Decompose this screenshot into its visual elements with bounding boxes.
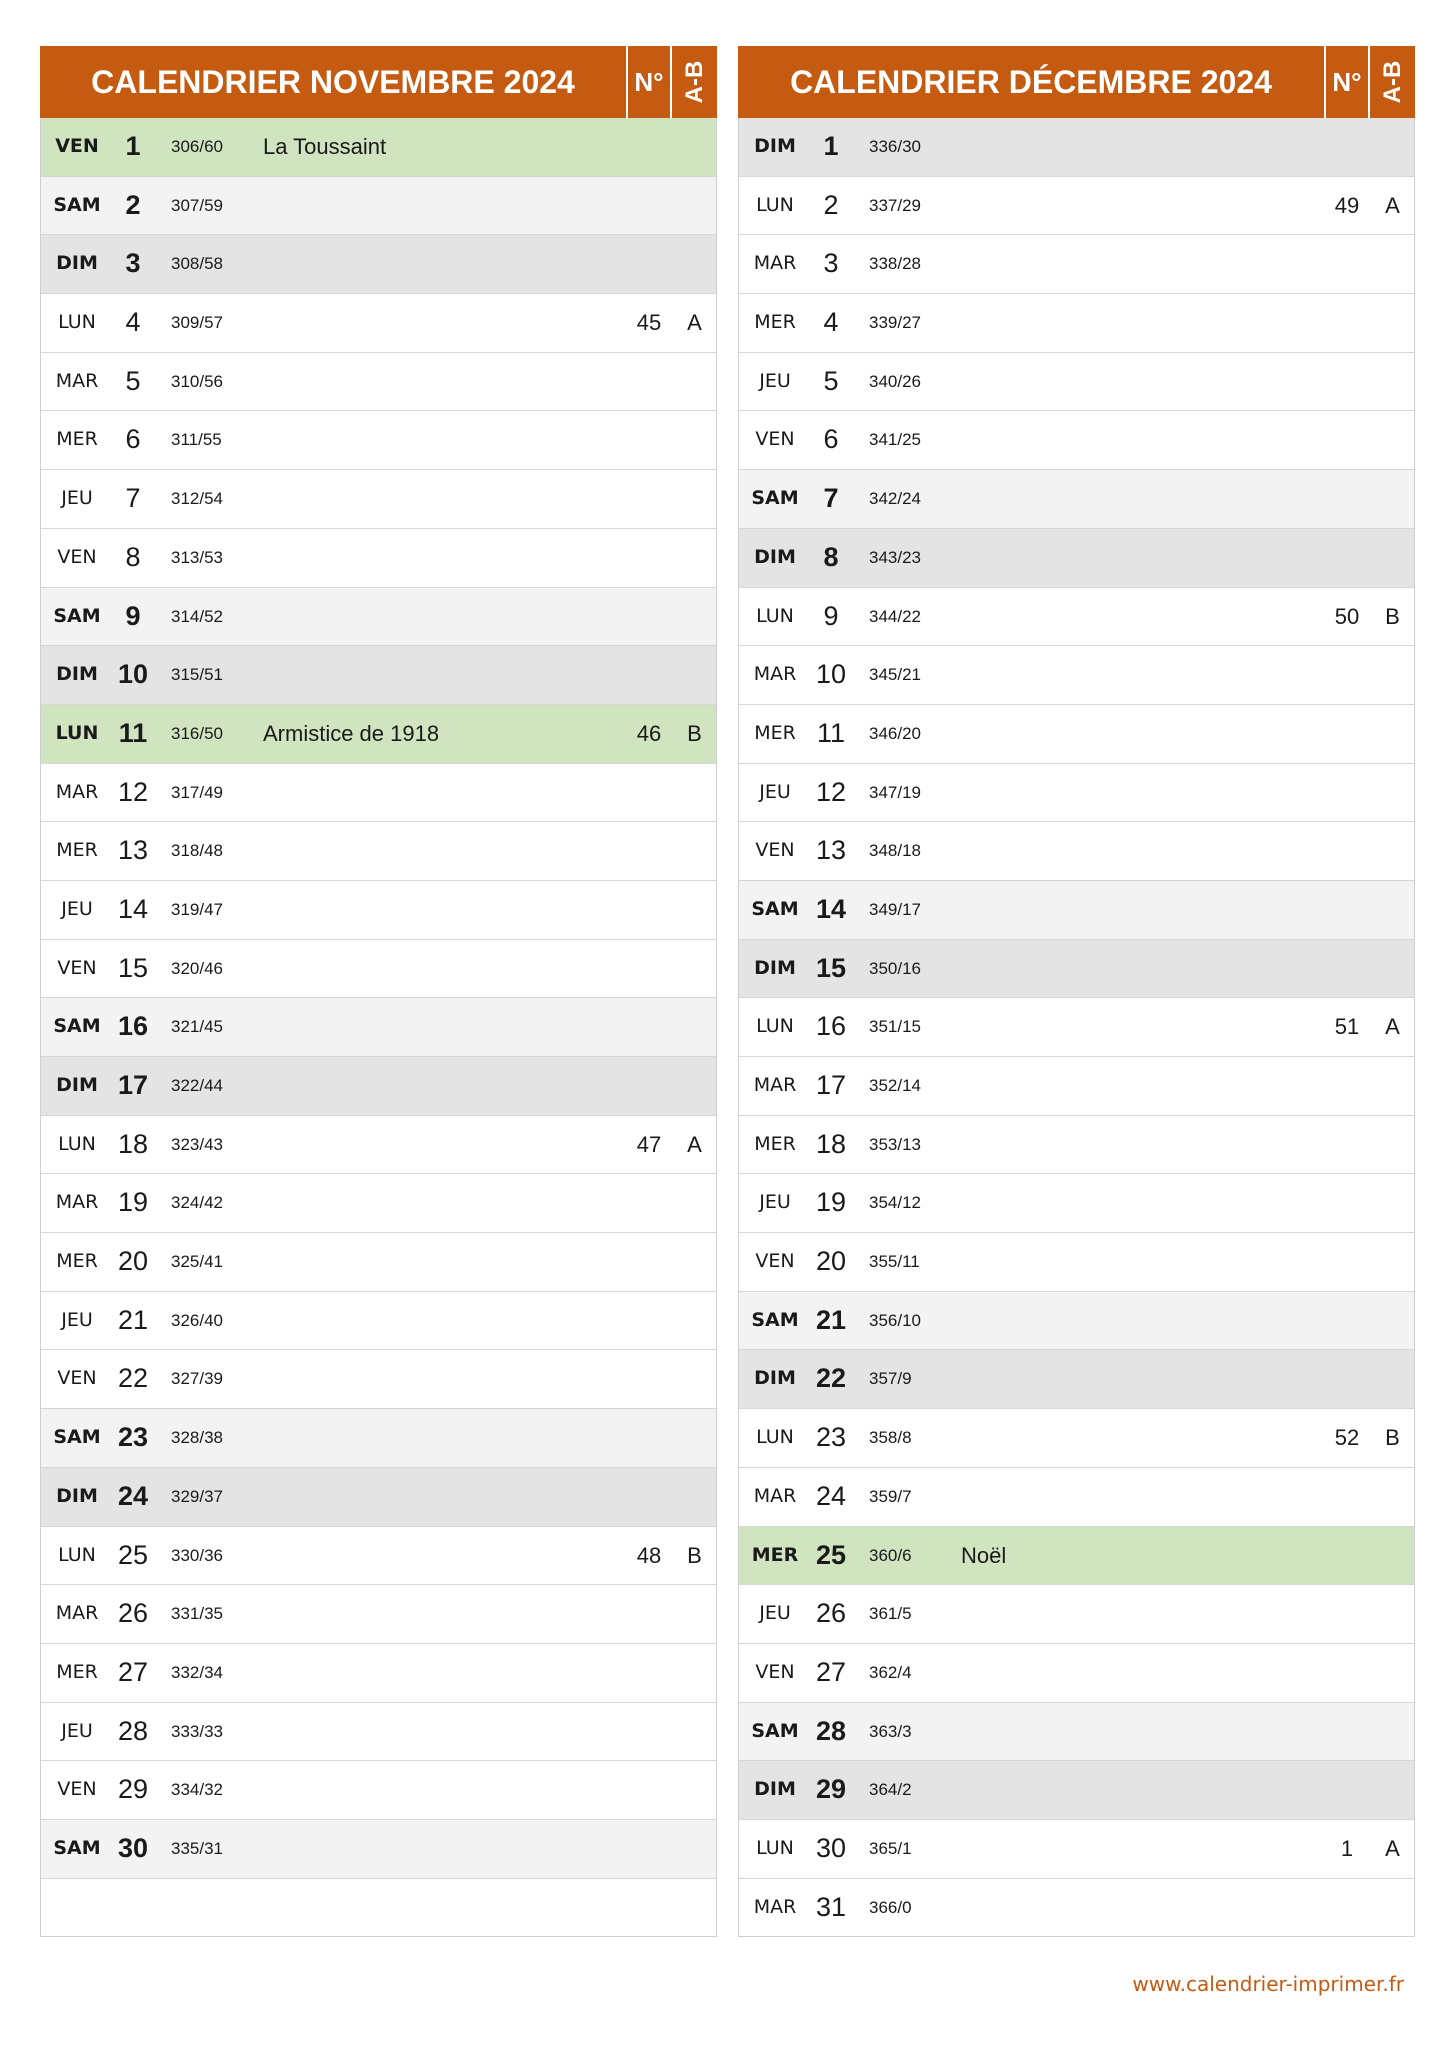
day-of-year: 356/10: [869, 1310, 921, 1330]
day-of-year: 311/55: [171, 430, 222, 450]
day-of-week: VEN: [755, 1250, 795, 1273]
day-row: [739, 294, 1414, 353]
day-number: 29: [117, 1774, 149, 1805]
day-of-year: 343/23: [869, 547, 921, 567]
day-number: 10: [815, 659, 847, 690]
day-of-week: JEU: [759, 780, 791, 803]
day-number: 22: [815, 1363, 847, 1394]
day-row: [739, 998, 1414, 1057]
day-of-year: 344/22: [869, 606, 921, 626]
day-of-week: MER: [56, 428, 98, 451]
day-number: 4: [125, 307, 141, 338]
ab-week: B: [687, 720, 702, 746]
day-of-year: 317/49: [171, 782, 223, 802]
ab-week: A: [1385, 1835, 1400, 1861]
day-row: [41, 764, 716, 823]
day-row: [41, 235, 716, 294]
day-row: [41, 1468, 716, 1527]
day-of-year: 354/12: [869, 1193, 921, 1213]
day-of-week: LUN: [756, 193, 794, 216]
day-row: [739, 411, 1414, 470]
day-of-year: 350/16: [869, 958, 921, 978]
day-of-year: 326/40: [171, 1310, 223, 1330]
day-row: [739, 1644, 1414, 1703]
day-of-week: SAM: [53, 1015, 101, 1038]
day-row: [41, 1057, 716, 1116]
week-number: 45: [636, 310, 662, 336]
day-number: 6: [125, 424, 141, 455]
day-of-year: 348/18: [869, 841, 921, 861]
day-number: 26: [815, 1598, 847, 1629]
day-row: [41, 881, 716, 940]
day-row: [739, 1761, 1414, 1820]
ab-week: B: [1385, 1425, 1400, 1451]
month-title: CALENDRIER NOVEMBRE 2024: [91, 64, 575, 100]
day-of-year: 331/35: [171, 1604, 223, 1624]
day-number: 11: [816, 717, 846, 748]
day-number: 25: [815, 1539, 847, 1570]
day-row: [739, 1879, 1414, 1937]
day-row: [739, 1233, 1414, 1292]
day-number: 3: [823, 248, 839, 279]
day-of-week: LUN: [756, 1836, 794, 1859]
day-of-year: 353/13: [869, 1134, 921, 1154]
day-of-week: DIM: [56, 663, 98, 686]
day-of-year: 336/30: [869, 137, 921, 156]
day-row: [739, 353, 1414, 412]
day-of-year: 324/42: [171, 1193, 223, 1213]
day-number: 8: [823, 541, 839, 572]
day-of-year: 327/39: [171, 1369, 223, 1389]
day-row: [739, 1820, 1414, 1879]
day-of-week: SAM: [53, 193, 101, 216]
day-number: 22: [117, 1363, 149, 1394]
november-header: [40, 46, 717, 118]
day-of-week: MAR: [753, 252, 797, 275]
day-of-week: SAM: [751, 1719, 799, 1742]
day-of-year: 365/1: [869, 1838, 912, 1858]
week-number-header: N°: [626, 46, 670, 118]
week-number: 49: [1334, 192, 1360, 218]
december-calendar: [738, 46, 1415, 1937]
ab-week-header: [1368, 46, 1415, 118]
day-of-week: MAR: [753, 1895, 797, 1918]
day-number: 15: [117, 952, 149, 983]
day-of-year: 352/14: [869, 1076, 921, 1095]
day-row: [739, 1468, 1414, 1527]
day-of-week: DIM: [56, 252, 98, 275]
day-of-year: 332/34: [171, 1662, 223, 1682]
day-number: 7: [823, 483, 839, 514]
day-row: [41, 705, 716, 764]
day-row: [739, 1292, 1414, 1351]
day-of-year: 351/15: [869, 1017, 921, 1037]
day-of-year: 335/31: [171, 1838, 223, 1858]
day-row: [41, 588, 716, 647]
day-of-year: 340/26: [869, 371, 921, 391]
day-row: [41, 411, 716, 470]
day-number: 2: [823, 189, 839, 220]
holiday-name: Armistice de 1918: [263, 720, 440, 746]
day-of-week: JEU: [61, 1308, 93, 1331]
day-number: 13: [117, 835, 149, 866]
day-of-week: DIM: [754, 135, 796, 157]
day-of-week: VEN: [57, 1778, 97, 1801]
day-of-year: 320/46: [171, 958, 223, 978]
ab-week: B: [1385, 603, 1400, 629]
december-header: [738, 46, 1415, 118]
day-of-year: 338/28: [869, 254, 921, 274]
day-of-year: 359/7: [869, 1486, 912, 1506]
day-of-week: MER: [754, 1132, 796, 1155]
ab-week: A: [687, 310, 702, 336]
day-row: [41, 1233, 716, 1292]
day-number: 23: [815, 1422, 847, 1453]
day-of-year: 362/4: [869, 1662, 912, 1682]
day-row: [739, 1585, 1414, 1644]
day-of-year: 309/57: [171, 313, 223, 333]
day-of-week: JEU: [61, 1719, 93, 1742]
day-of-year: 358/8: [869, 1428, 912, 1448]
ab-week: A: [687, 1131, 702, 1157]
day-of-week: MAR: [55, 1191, 99, 1214]
day-row: [41, 1116, 716, 1175]
day-number: 27: [117, 1656, 149, 1687]
day-row: [739, 1350, 1414, 1409]
day-of-year: 366/0: [869, 1897, 912, 1917]
day-of-week: SAM: [53, 1426, 101, 1449]
day-of-year: 339/27: [869, 313, 921, 333]
day-row: [739, 118, 1414, 177]
day-row: [41, 1703, 716, 1762]
day-row: [739, 881, 1414, 940]
day-of-week: LUN: [55, 721, 99, 744]
day-row: [41, 529, 716, 588]
day-of-year: 319/47: [171, 899, 223, 919]
day-row: [41, 1761, 716, 1820]
ab-week: A: [1385, 1014, 1400, 1040]
day-row: [739, 1409, 1414, 1468]
day-row: [41, 353, 716, 412]
day-of-week: VEN: [755, 1660, 795, 1683]
week-number: 50: [1334, 603, 1360, 629]
day-of-week: VEN: [755, 839, 795, 862]
day-of-year: 307/59: [171, 195, 223, 215]
day-of-year: 328/38: [171, 1428, 223, 1448]
day-row: [739, 822, 1414, 881]
day-number: 15: [815, 952, 847, 983]
day-row: [41, 998, 716, 1057]
day-of-year: 357/9: [869, 1369, 912, 1389]
day-number: 3: [125, 248, 141, 279]
day-of-year: 316/50: [171, 723, 223, 743]
day-number: 24: [815, 1480, 847, 1511]
day-number: 30: [815, 1832, 847, 1863]
day-number: 2: [125, 189, 141, 220]
week-number: 1: [1340, 1835, 1354, 1861]
day-of-week: MAR: [753, 663, 797, 686]
day-number: 1: [125, 131, 141, 161]
ab-week: A: [1385, 192, 1400, 218]
day-number: 28: [117, 1715, 149, 1746]
day-number: 21: [117, 1304, 149, 1335]
day-number: 23: [117, 1422, 149, 1453]
month-title: CALENDRIER DÉCEMBRE 2024: [790, 64, 1272, 100]
day-of-week: JEU: [61, 487, 93, 510]
day-of-week: JEU: [759, 1191, 791, 1214]
day-row: [41, 1644, 716, 1703]
day-of-year: 349/17: [869, 899, 921, 919]
day-number: 29: [815, 1774, 847, 1805]
day-of-week: MAR: [55, 780, 99, 803]
day-row: [41, 1879, 716, 1937]
day-of-year: 364/2: [869, 1780, 912, 1800]
day-row: [739, 705, 1414, 764]
day-number: 10: [117, 659, 149, 690]
day-number: 17: [815, 1070, 847, 1100]
day-of-year: 312/54: [171, 489, 223, 509]
day-of-week: VEN: [755, 428, 795, 451]
day-row: [41, 822, 716, 881]
day-row: [41, 294, 716, 353]
day-of-week: VEN: [55, 135, 99, 157]
day-number: 13: [815, 835, 847, 866]
day-row: [739, 764, 1414, 823]
day-of-week: MAR: [753, 1484, 797, 1507]
day-number: 18: [117, 1128, 149, 1159]
day-row: [41, 1409, 716, 1468]
day-of-year: 341/25: [869, 430, 921, 450]
day-of-week: MAR: [55, 1602, 99, 1625]
day-of-week: MAR: [55, 369, 99, 392]
day-number: 6: [823, 424, 839, 455]
day-row: [739, 177, 1414, 236]
day-of-week: JEU: [61, 897, 93, 920]
day-of-week: LUN: [58, 1132, 96, 1155]
day-number: 25: [117, 1539, 149, 1570]
day-row: [41, 1292, 716, 1351]
week-number: 48: [636, 1542, 662, 1568]
day-number: 14: [117, 893, 149, 924]
day-number: 1: [823, 131, 839, 161]
day-of-year: 325/41: [171, 1252, 223, 1272]
day-of-week: LUN: [756, 1015, 794, 1038]
day-row: [739, 1527, 1414, 1586]
day-row: [41, 118, 716, 177]
day-row: [41, 646, 716, 705]
holiday-name: Noël: [961, 1542, 1007, 1568]
week-number: 47: [636, 1131, 662, 1157]
day-number: 18: [815, 1128, 847, 1159]
day-number: 19: [815, 1187, 847, 1218]
day-row: [739, 1174, 1414, 1233]
day-of-week: DIM: [56, 1484, 98, 1507]
day-of-week: LUN: [58, 1543, 96, 1566]
day-of-week: MAR: [753, 1074, 797, 1096]
day-number: 9: [125, 600, 141, 631]
day-of-week: MER: [56, 1660, 98, 1683]
day-row: [739, 1703, 1414, 1762]
day-of-year: 333/33: [171, 1721, 223, 1741]
day-of-week: LUN: [756, 1426, 794, 1449]
day-number: 12: [815, 776, 847, 807]
day-of-week: JEU: [759, 1602, 791, 1625]
week-number: 52: [1334, 1425, 1360, 1451]
day-row: [739, 940, 1414, 999]
day-row: [41, 1350, 716, 1409]
day-of-year: 361/5: [869, 1604, 912, 1624]
day-number: 14: [815, 893, 847, 924]
day-number: 12: [117, 776, 149, 807]
day-of-week: LUN: [58, 311, 96, 334]
day-number: 4: [823, 307, 839, 338]
day-row: [41, 1174, 716, 1233]
day-of-week: VEN: [57, 545, 97, 568]
day-of-year: 308/58: [171, 254, 223, 274]
day-of-year: 346/20: [869, 723, 921, 743]
day-row: [41, 177, 716, 236]
day-row: [41, 1585, 716, 1644]
day-of-year: 337/29: [869, 195, 921, 215]
holiday-name: La Toussaint: [263, 134, 387, 159]
day-of-week: SAM: [53, 604, 101, 627]
day-of-week: DIM: [754, 956, 796, 979]
day-row: [41, 1527, 716, 1586]
day-number: 20: [815, 1246, 847, 1277]
december-rows: [738, 118, 1415, 1937]
day-of-week: JEU: [759, 369, 791, 392]
day-of-year: 329/37: [171, 1486, 223, 1506]
day-of-year: 330/36: [171, 1545, 223, 1565]
day-of-year: 314/52: [171, 606, 223, 626]
ab-label: A-B: [1378, 60, 1406, 104]
november-rows: [40, 118, 717, 1937]
day-number: 21: [815, 1304, 847, 1335]
day-row: [41, 940, 716, 999]
day-of-week: LUN: [756, 604, 794, 627]
day-of-week: MER: [754, 311, 796, 334]
day-of-year: 306/60: [171, 137, 223, 156]
day-number: 19: [117, 1187, 149, 1218]
day-number: 17: [117, 1070, 149, 1100]
day-number: 27: [815, 1656, 847, 1687]
day-of-week: MER: [751, 1543, 799, 1566]
day-of-week: SAM: [751, 487, 799, 510]
day-of-week: MER: [754, 721, 796, 744]
ab-week-header: [670, 46, 717, 118]
day-of-week: SAM: [751, 1308, 799, 1331]
day-row: [739, 529, 1414, 588]
day-row: [739, 470, 1414, 529]
day-number: 9: [823, 600, 839, 631]
day-of-year: 334/32: [171, 1780, 223, 1800]
day-row: [739, 588, 1414, 647]
day-number: 7: [125, 483, 141, 514]
day-number: 30: [117, 1832, 149, 1863]
day-of-year: 363/3: [869, 1721, 912, 1741]
day-number: 26: [117, 1598, 149, 1629]
day-of-year: 345/21: [869, 665, 921, 685]
day-of-year: 310/56: [171, 371, 223, 391]
day-number: 20: [117, 1246, 149, 1277]
day-of-week: SAM: [53, 1836, 101, 1859]
day-of-week: DIM: [754, 1778, 796, 1801]
day-row: [739, 235, 1414, 294]
day-number: 5: [823, 365, 839, 396]
day-number: 11: [118, 717, 148, 748]
footer-url[interactable]: www.calendrier-imprimer.fr: [1132, 1972, 1404, 1996]
day-of-year: 323/43: [171, 1134, 223, 1154]
day-number: 8: [125, 541, 141, 572]
day-row: [41, 1820, 716, 1879]
day-of-year: 313/53: [171, 547, 223, 567]
day-number: 28: [815, 1715, 847, 1746]
week-number: 51: [1334, 1014, 1360, 1040]
ab-week: B: [687, 1542, 702, 1568]
day-of-year: 342/24: [869, 489, 921, 509]
day-of-week: DIM: [754, 1367, 796, 1390]
day-number: 16: [117, 1011, 149, 1042]
november-calendar: [40, 46, 717, 1937]
day-row: [739, 1116, 1414, 1175]
ab-label: A-B: [680, 60, 708, 104]
day-of-year: 347/19: [869, 782, 921, 802]
day-of-year: 322/44: [171, 1076, 223, 1095]
day-of-week: SAM: [751, 897, 799, 920]
day-number: 24: [117, 1480, 149, 1511]
day-of-week: DIM: [754, 545, 796, 568]
day-of-week: MER: [56, 1250, 98, 1273]
day-of-week: DIM: [56, 1074, 98, 1096]
day-of-year: 360/6: [869, 1545, 912, 1565]
day-of-week: VEN: [57, 1367, 97, 1390]
day-of-year: 355/11: [869, 1252, 920, 1272]
day-row: [41, 470, 716, 529]
day-row: [739, 646, 1414, 705]
week-number-header: N°: [1324, 46, 1368, 118]
day-of-year: 321/45: [171, 1017, 223, 1037]
day-of-week: VEN: [57, 956, 97, 979]
day-number: 5: [125, 365, 141, 396]
day-of-week: MER: [56, 839, 98, 862]
day-number: 16: [815, 1011, 847, 1042]
day-of-year: 315/51: [171, 665, 223, 685]
day-number: 31: [815, 1891, 847, 1922]
week-number: 46: [636, 720, 662, 746]
day-of-year: 318/48: [171, 841, 223, 861]
day-row: [739, 1057, 1414, 1116]
